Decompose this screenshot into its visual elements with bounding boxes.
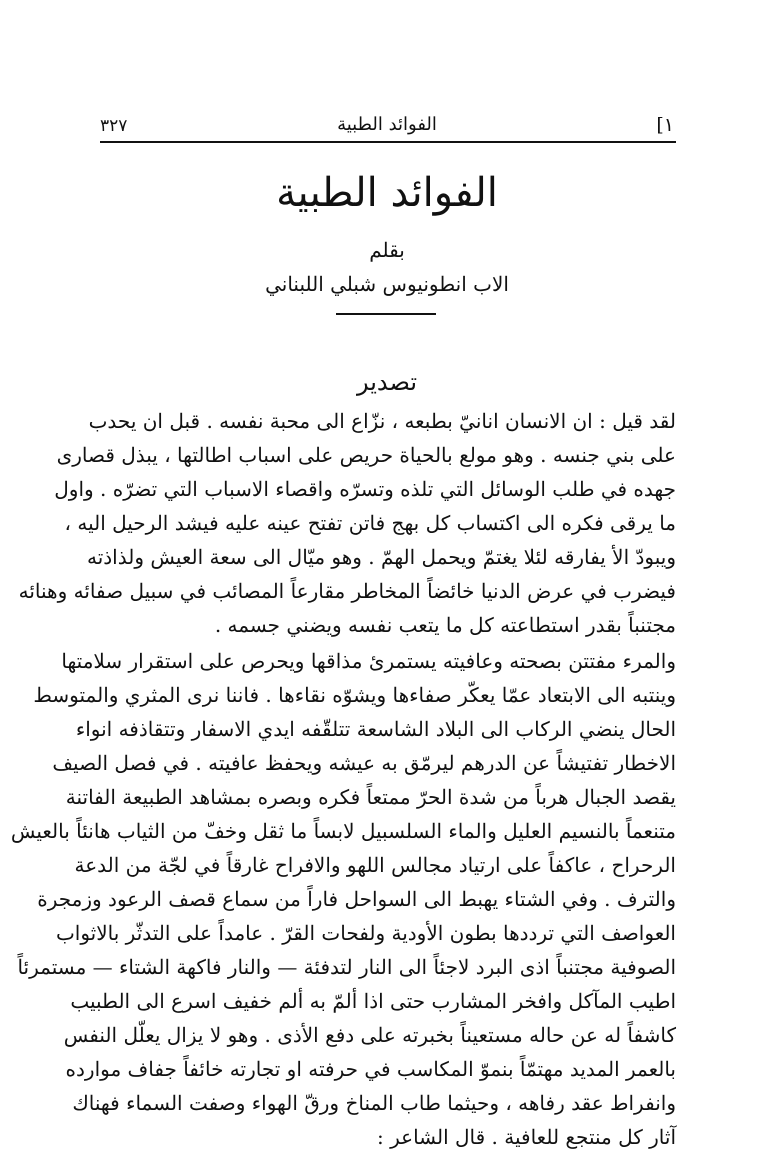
- paragraph-2: [10, 644, 676, 1154]
- text-line: العواصف التي ترددها بطون الأودية ولفحات القرّ . عامداً على التدثّر بالاثواب: [55, 921, 676, 945]
- text-line: اطيب المآكل وافخر المشارب حتى اذا ألمّ به ألم خفيف اسرع الى الطبيب: [70, 989, 676, 1013]
- issue-number: [١: [656, 114, 674, 136]
- text-line: وانفراط عقد رفاهه ، وحيثما طاب المناخ ورقّ الهواء وصفت السماء فهناك: [72, 1091, 676, 1115]
- text-line: يقصد الجبال هرباً من شدة الحرّ ممتعاً فكره وبصره بمشاهد الطبيعة الفاتنة: [65, 785, 676, 809]
- text-line: الرحراح ، عاكفاً على ارتياد مجالس اللهو والافراح غارقاً في لجّة من الدعة: [74, 853, 676, 877]
- text-line: ما يرقى فكره الى اكتساب كل بهج فاتن تفتح عينه عليه فيشد الرحيل اليه ،: [64, 511, 676, 535]
- text-line: على بني جنسه . وهو مولع بالحياة حريص على اسباب اطالتها ، يبذل قصارى: [56, 443, 676, 467]
- text-line: جهده في طلب الوسائل التي تلذه وتسرّه واقصاء الاسباب التي تضرّه . واول: [54, 477, 676, 501]
- body-text: [10, 404, 676, 1154]
- paragraph-1: [18, 404, 676, 642]
- running-header: [100, 108, 674, 138]
- text-line: بالعمر المديد مهتمّاً بنموّ المكاسب في حرفته او تجارته خائفاً جفاف موارده: [65, 1057, 676, 1081]
- byline: بقلم: [369, 238, 405, 262]
- text-line: والترف . وفي الشتاء يهبط الى السواحل فاراً من سماع قصف الرعود وزمجرة: [37, 887, 676, 911]
- text-line: ويبودّ الأ يفارقه لئلا يغتمّ ويحمل الهمّ . وهو ميّال الى سعة العيش ولذاذته: [86, 545, 676, 569]
- text-line: وينتبه الى الابتعاد عمّا يعكّر صفاءها ويشوّه نقاءها . فاننا نرى المثري والمتوسط: [33, 683, 676, 707]
- header-rule: [100, 141, 676, 143]
- running-title: الفوائد الطبية: [337, 114, 437, 135]
- text-line: فيضرب في عرض الدنيا خائضاً المخاطر مقارعاً المصائب في سبيل صفائه وهنائه: [18, 579, 676, 603]
- text-line: الصوفية مجتنباً اذى البرد لاجئاً الى النار لتدفئة — والنار فاكهة الشتاء — مستمرئاً: [17, 955, 676, 979]
- article-title: الفوائد الطبية: [276, 170, 498, 216]
- author-name: الاب انطونيوس شبلي اللبناني: [265, 272, 509, 296]
- text-line: كاشفاً له عن حاله مستعيناً بخبرته على دفع الأذى . وهو لا يزال يعلّل النفس: [63, 1023, 676, 1047]
- text-line: الحال ينضي الركاب الى البلاد الشاسعة تتلقّفه ايدي الاسفار وتتقاذفه انواء: [75, 717, 676, 741]
- text-line: لقد قيل : ان الانسان انانيّ بطبعه ، نزّاع الى محبة نفسه . قبل ان يحدب: [88, 409, 676, 433]
- text-line: آثار كل منتجع للعافية . قال الشاعر :: [377, 1125, 676, 1149]
- page-number: ٣٢٧: [100, 116, 128, 136]
- text-line: والمرء مفتتن بصحته وعافيته يستمرئ مذاقها ويحرص على استقرار سلامتها: [61, 649, 676, 673]
- text-line: متنعماً بالنسيم العليل والماء السلسبيل لابساً ما ثقل وخفّ من الثياب هانئاً بالعيش: [10, 819, 676, 843]
- text-line: مجتنباً بقدر استطاعته كل ما يتعب نفسه ويضني جسمه .: [214, 613, 676, 637]
- section-heading: تصدير: [356, 368, 417, 396]
- text-line: الاخطار تفتيشاً عن الدرهم ليرمّق به عيشه ويحفظ عافيته . في فصل الصيف: [52, 751, 676, 775]
- title-divider: [336, 313, 436, 315]
